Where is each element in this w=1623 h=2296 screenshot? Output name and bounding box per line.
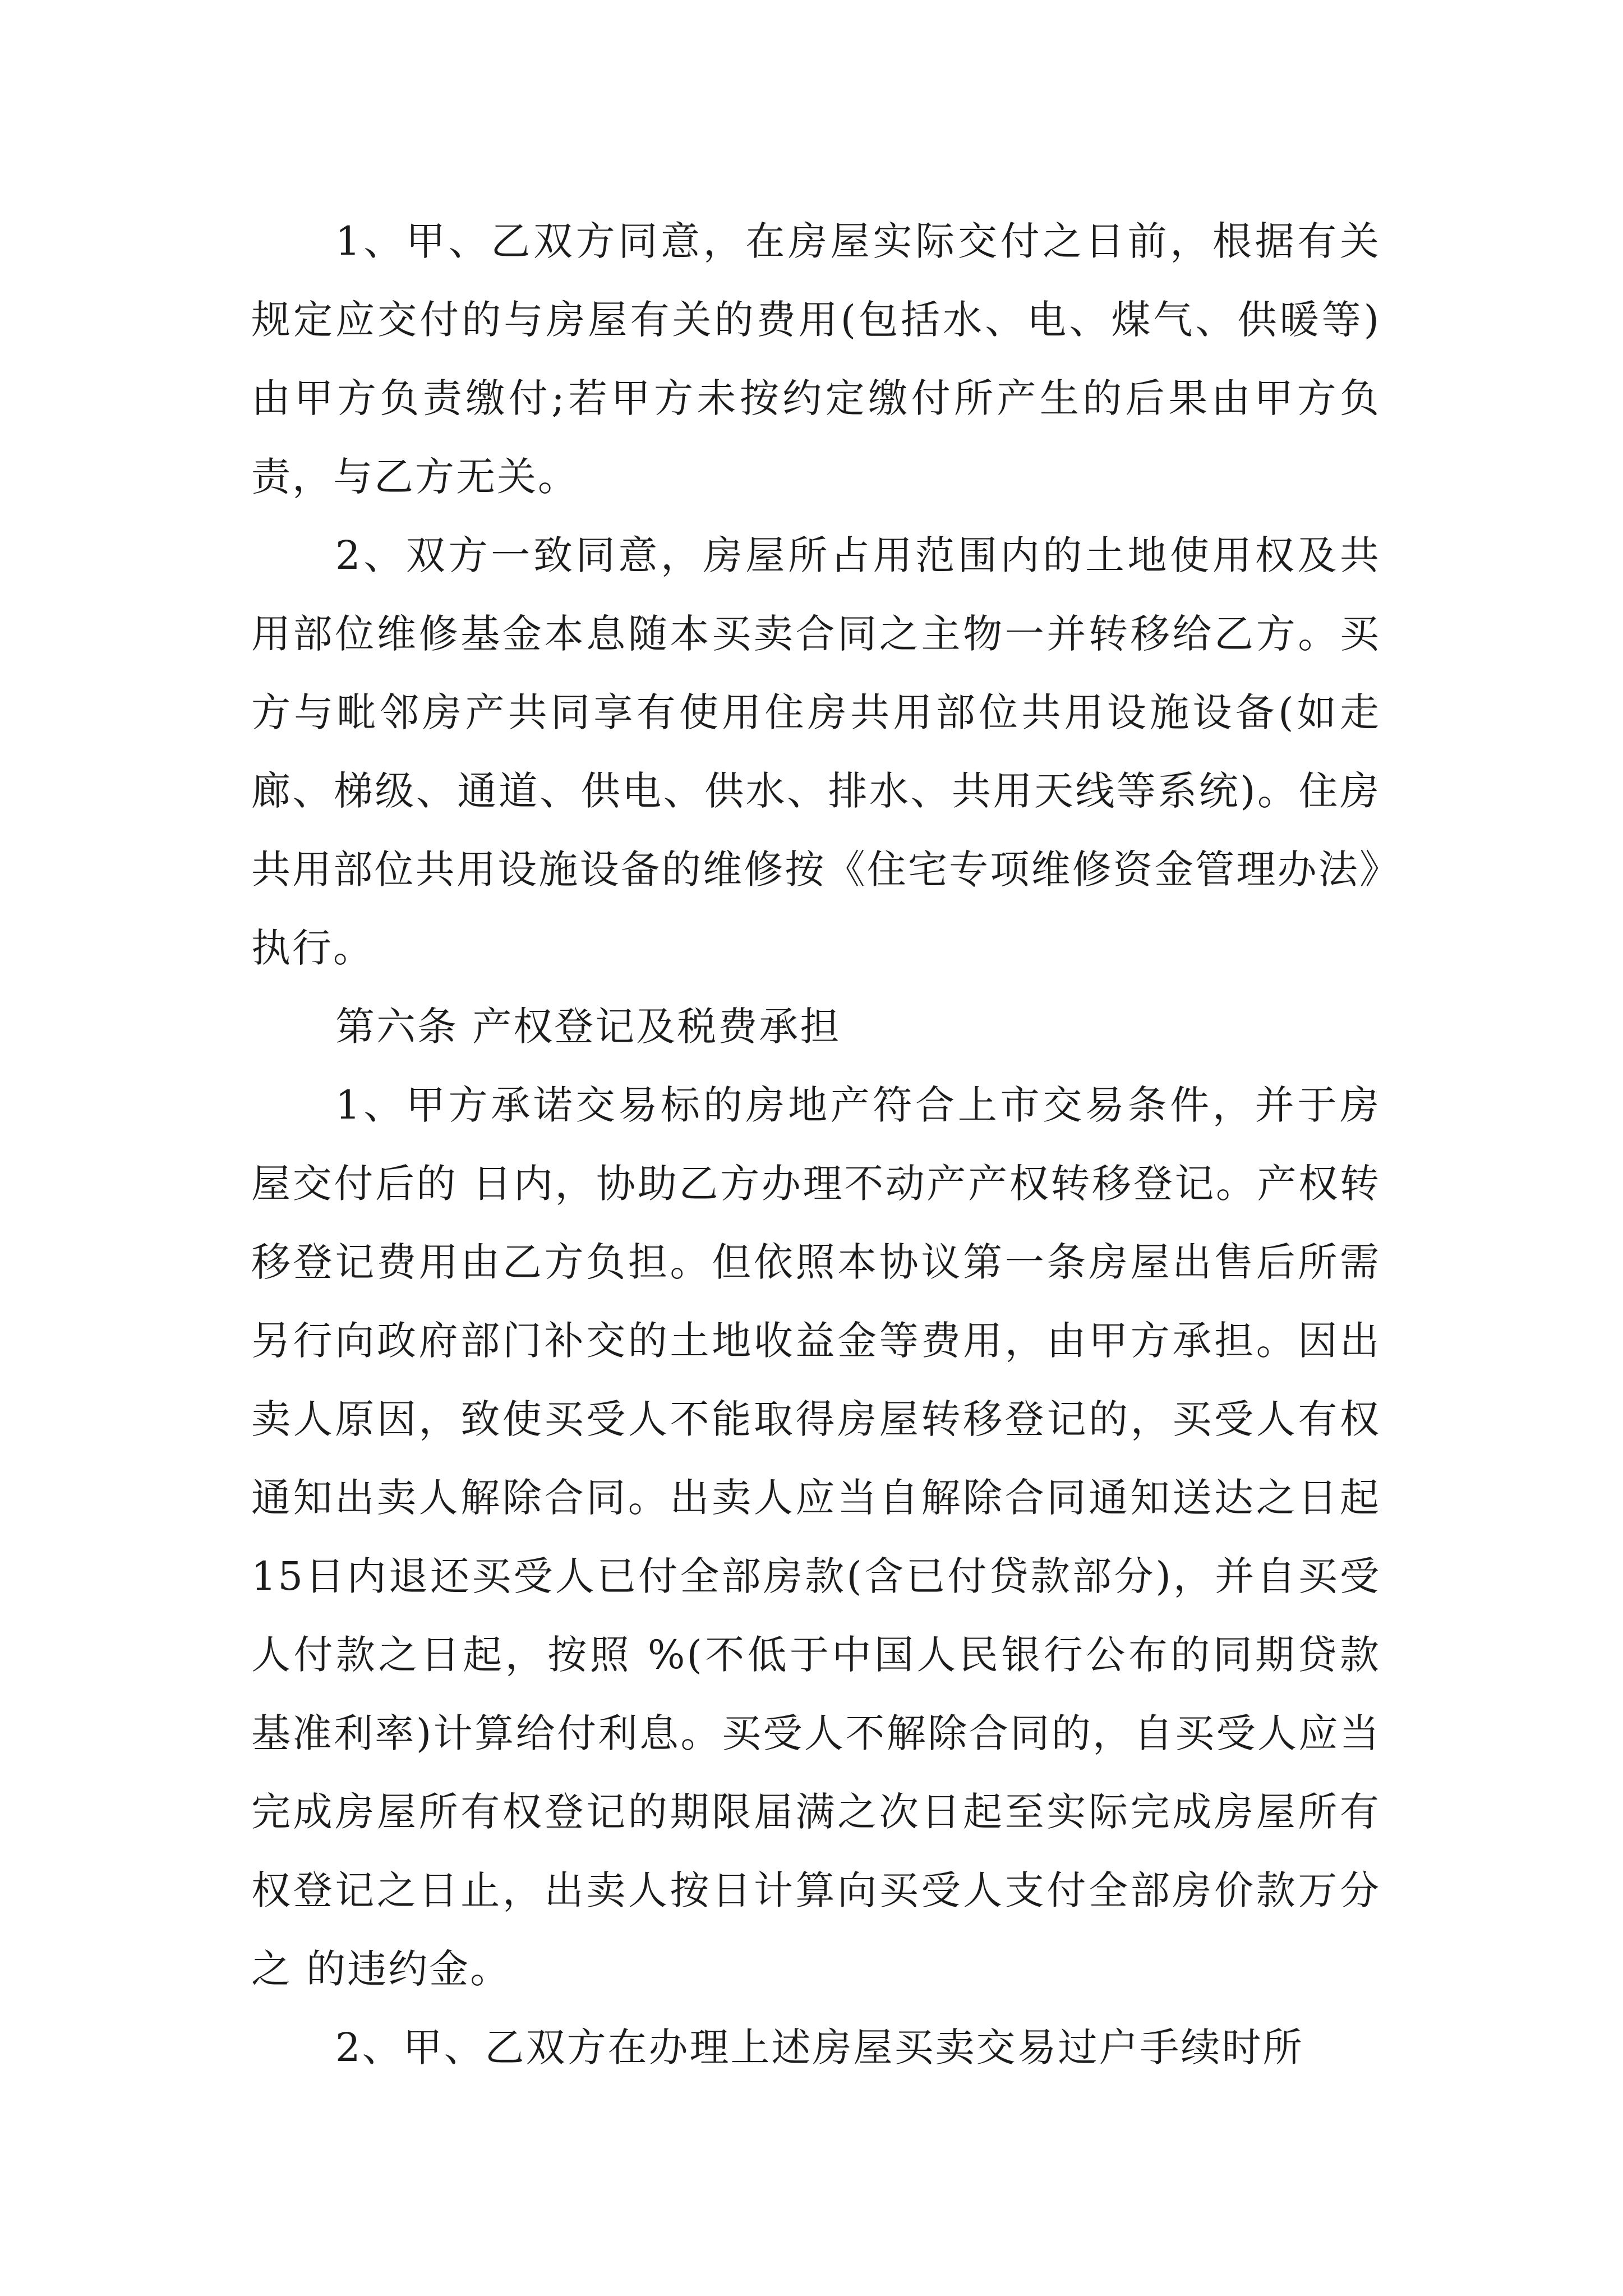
paragraph-transfer-procedures: 2、甲、乙双方在办理上述房屋买卖交易过户手续时所 xyxy=(335,2024,1304,2070)
paragraph-land-use-rights: 2、双方一致同意，房屋所占用范围内的土地使用权及共用部位维修基金本息随本买卖合同之主物一并转移给乙方。买方与毗邻房产共同享有使用住房共用部位共用设施设备(如走廊、梯级、通道、供电、供水、排水、共用天线等系统)。住房共用部位共用设施设备的维修按《住宅专项维修资金管理办法》执行。 xyxy=(251,532,1381,971)
section-heading-article-six: 第六条 产权登记及税费承担 xyxy=(335,1004,841,1050)
paragraph-utility-fees: 1、甲、乙双方同意，在房屋实际交付之日前，根据有关规定应交付的与房屋有关的费用(包括水、电、煤气、供暖等)由甲方负责缴付;若甲方未按约定缴付所产生的后果由甲方负责，与乙方无关。 xyxy=(251,218,1381,500)
document-body xyxy=(251,202,1381,2087)
paragraph-title-transfer: 1、甲方承诺交易标的房地产符合上市交易条件，并于房屋交付后的 日内，协助乙方办理不动产产权转移登记。产权转移登记费用由乙方负担。但依照本协议第一条房屋出售后所需另行向政府部门补交的土地收益金等费用，由甲方承担。因出卖人原因，致使买受人不能取得房屋转移登记的，买受人有权通知出卖人解除合同。出卖人应当自解除合同通知送达之日起15日内退还买受人已付全部房款(含已付贷款部分)，并自买受人付款之日起，按照 %(不低于中国人民银行公布的同期贷款基准利率)计算给付利息。买受人不解除合同的，自买受人应当完成房屋所有权登记的期限届满之次日起至实际完成房屋所有权登记之日止，出卖人按日计算向买受人支付全部房价款万分之 的违约金。 xyxy=(251,1082,1381,1992)
